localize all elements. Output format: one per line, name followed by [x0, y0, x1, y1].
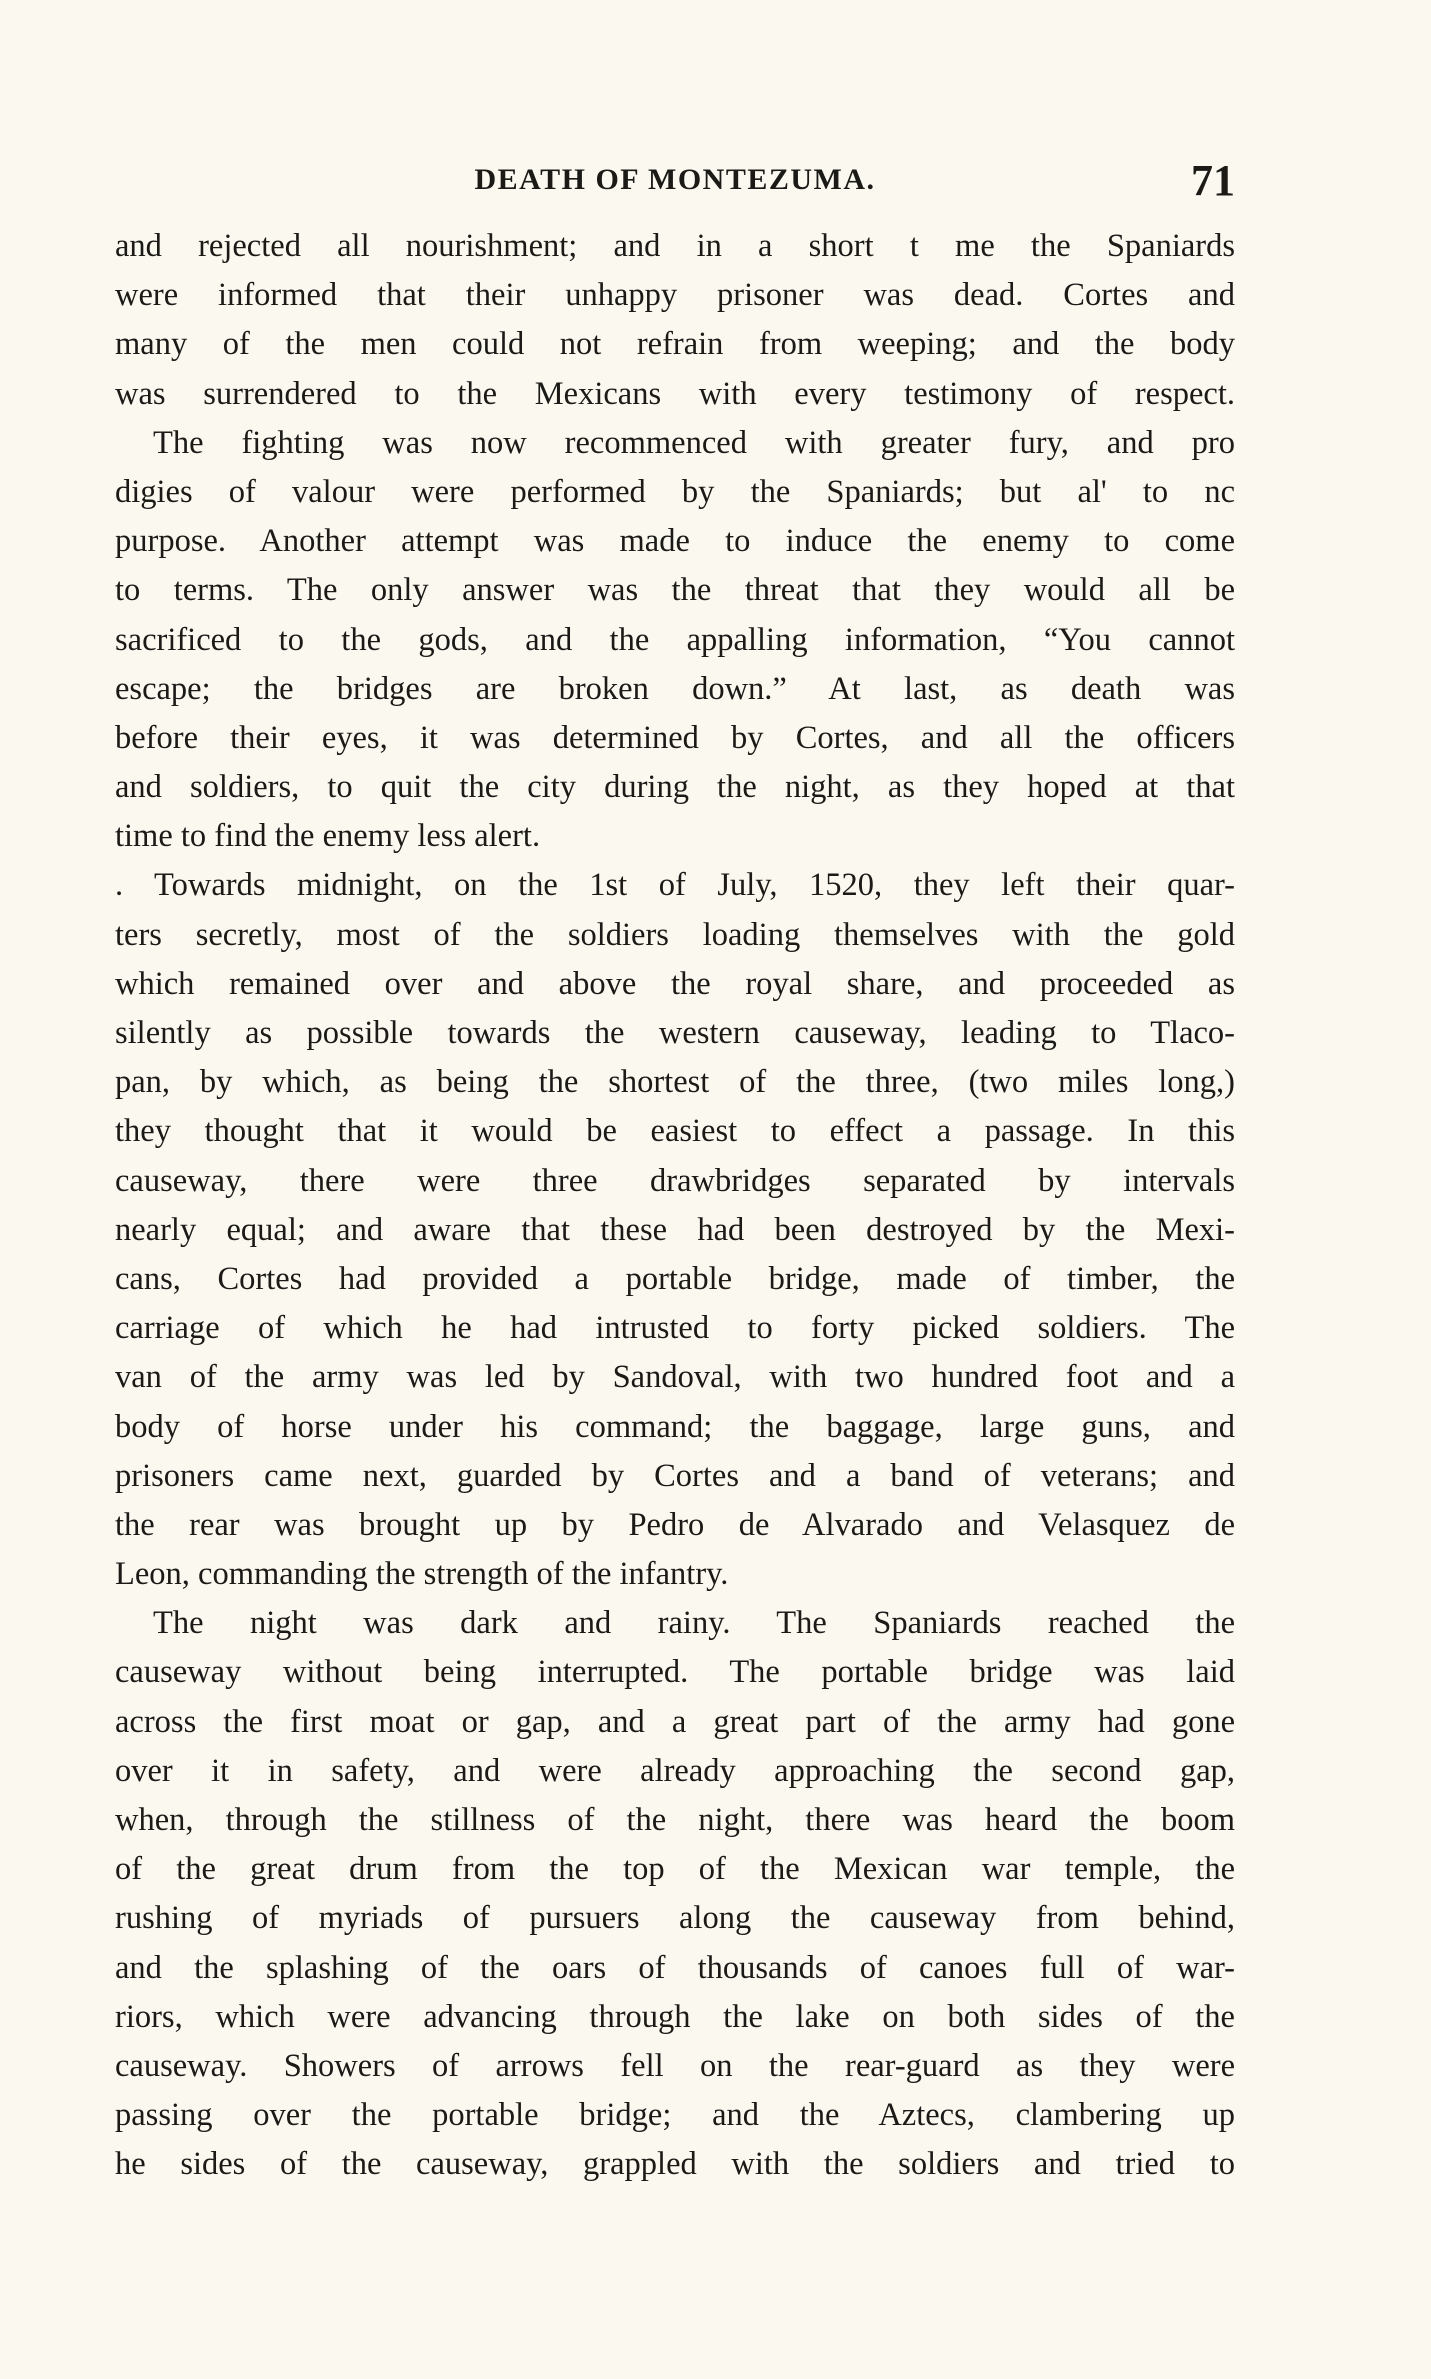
text-line: body of horse under his command; the baggage, large guns, and: [115, 1408, 1235, 1445]
text-line: carriage of which he had intrusted to forty picked soldiers. The: [115, 1310, 1235, 1347]
running-head: [115, 155, 1235, 205]
text-line: prisoners came next, guarded by Cortes and a band of veterans; and: [115, 1457, 1235, 1494]
text-line: to terms. The only answer was the threat that they would all be: [115, 572, 1235, 609]
text-line: causeway without being interrupted. The portable bridge was laid: [115, 1654, 1235, 1691]
text-line: ters secretly, most of the soldiers loading themselves with the gold: [115, 916, 1235, 953]
running-title: DEATH OF MONTEZUMA.: [474, 163, 876, 196]
text-line: purpose. Another attempt was made to induce the enemy to come: [115, 523, 1235, 560]
text-line: they thought that it would be easiest to effect a passage. In this: [115, 1113, 1235, 1150]
text-line: across the first moat or gap, and a great part of the army had gone: [115, 1703, 1235, 1740]
text-line: pan, by which, as being the shortest of the three, (two miles long,): [115, 1064, 1235, 1101]
text-line: over it in safety, and were already approaching the second gap,: [115, 1752, 1235, 1789]
text-line: silently as possible towards the western causeway, leading to Tlaco-: [115, 1015, 1235, 1051]
text-line: and rejected all nourishment; and in a short t me the Spaniards: [115, 228, 1235, 264]
text-line: Leon, commanding the strength of the infantry.: [115, 1556, 729, 1593]
text-line: The night was dark and rainy. The Spaniards reached the: [153, 1605, 1235, 1642]
text-line: and soldiers, to quit the city during the night, as they hoped at that: [115, 769, 1235, 806]
text-line: nearly equal; and aware that these had been destroyed by the Mexi-: [115, 1211, 1235, 1248]
text-line: rushing of myriads of pursuers along the causeway from behind,: [115, 1900, 1235, 1937]
text-line: causeway, there were three drawbridges separated by intervals: [115, 1162, 1235, 1199]
text-line: of the great drum from the top of the Mexican war temple, the: [115, 1851, 1235, 1888]
text-line: and the splashing of the oars of thousands of canoes full of war-: [115, 1949, 1235, 1986]
text-line: which remained over and above the royal share, and proceeded as: [115, 965, 1235, 1002]
text-line: cans, Cortes had provided a portable bridge, made of timber, the: [115, 1260, 1235, 1297]
text-line: he sides of the causeway, grappled with the soldiers and tried to: [115, 2146, 1235, 2183]
text-line: time to find the enemy less alert.: [115, 818, 541, 855]
text-line: passing over the portable bridge; and the Aztecs, clambering up: [115, 2097, 1235, 2134]
text-line: The fighting was now recommenced with greater fury, and pro: [153, 424, 1235, 461]
text-line: escape; the bridges are broken down.” At last, as death was: [115, 670, 1235, 707]
text-line: the rear was brought up by Pedro de Alvarado and Velasquez de: [115, 1506, 1235, 1543]
text-line: was surrendered to the Mexicans with every testimony of respect.: [115, 375, 1235, 412]
text-line: many of the men could not refrain from weeping; and the body: [115, 326, 1235, 363]
text-line: van of the army was led by Sandoval, with two hundred foot and a: [115, 1359, 1235, 1396]
body-text: [115, 222, 1235, 2190]
text-line: before their eyes, it was determined by Cortes, and all the officers: [115, 719, 1235, 756]
text-line: sacrificed to the gods, and the appalling information, “You cannot: [115, 621, 1235, 658]
text-line: were informed that their unhappy prisoner was dead. Cortes and: [115, 277, 1235, 314]
page-number: 71: [1191, 156, 1235, 205]
text-line: riors, which were advancing through the lake on both sides of the: [115, 1998, 1235, 2035]
text-line: digies of valour were performed by the Spaniards; but al' to nc: [115, 473, 1235, 510]
text-line: when, through the stillness of the night, there was heard the boom: [115, 1802, 1235, 1838]
text-line: causeway. Showers of arrows fell on the rear-guard as they were: [115, 2047, 1235, 2084]
text-line: . Towards midnight, on the 1st of July, 1520, they left their quar-: [115, 867, 1235, 904]
